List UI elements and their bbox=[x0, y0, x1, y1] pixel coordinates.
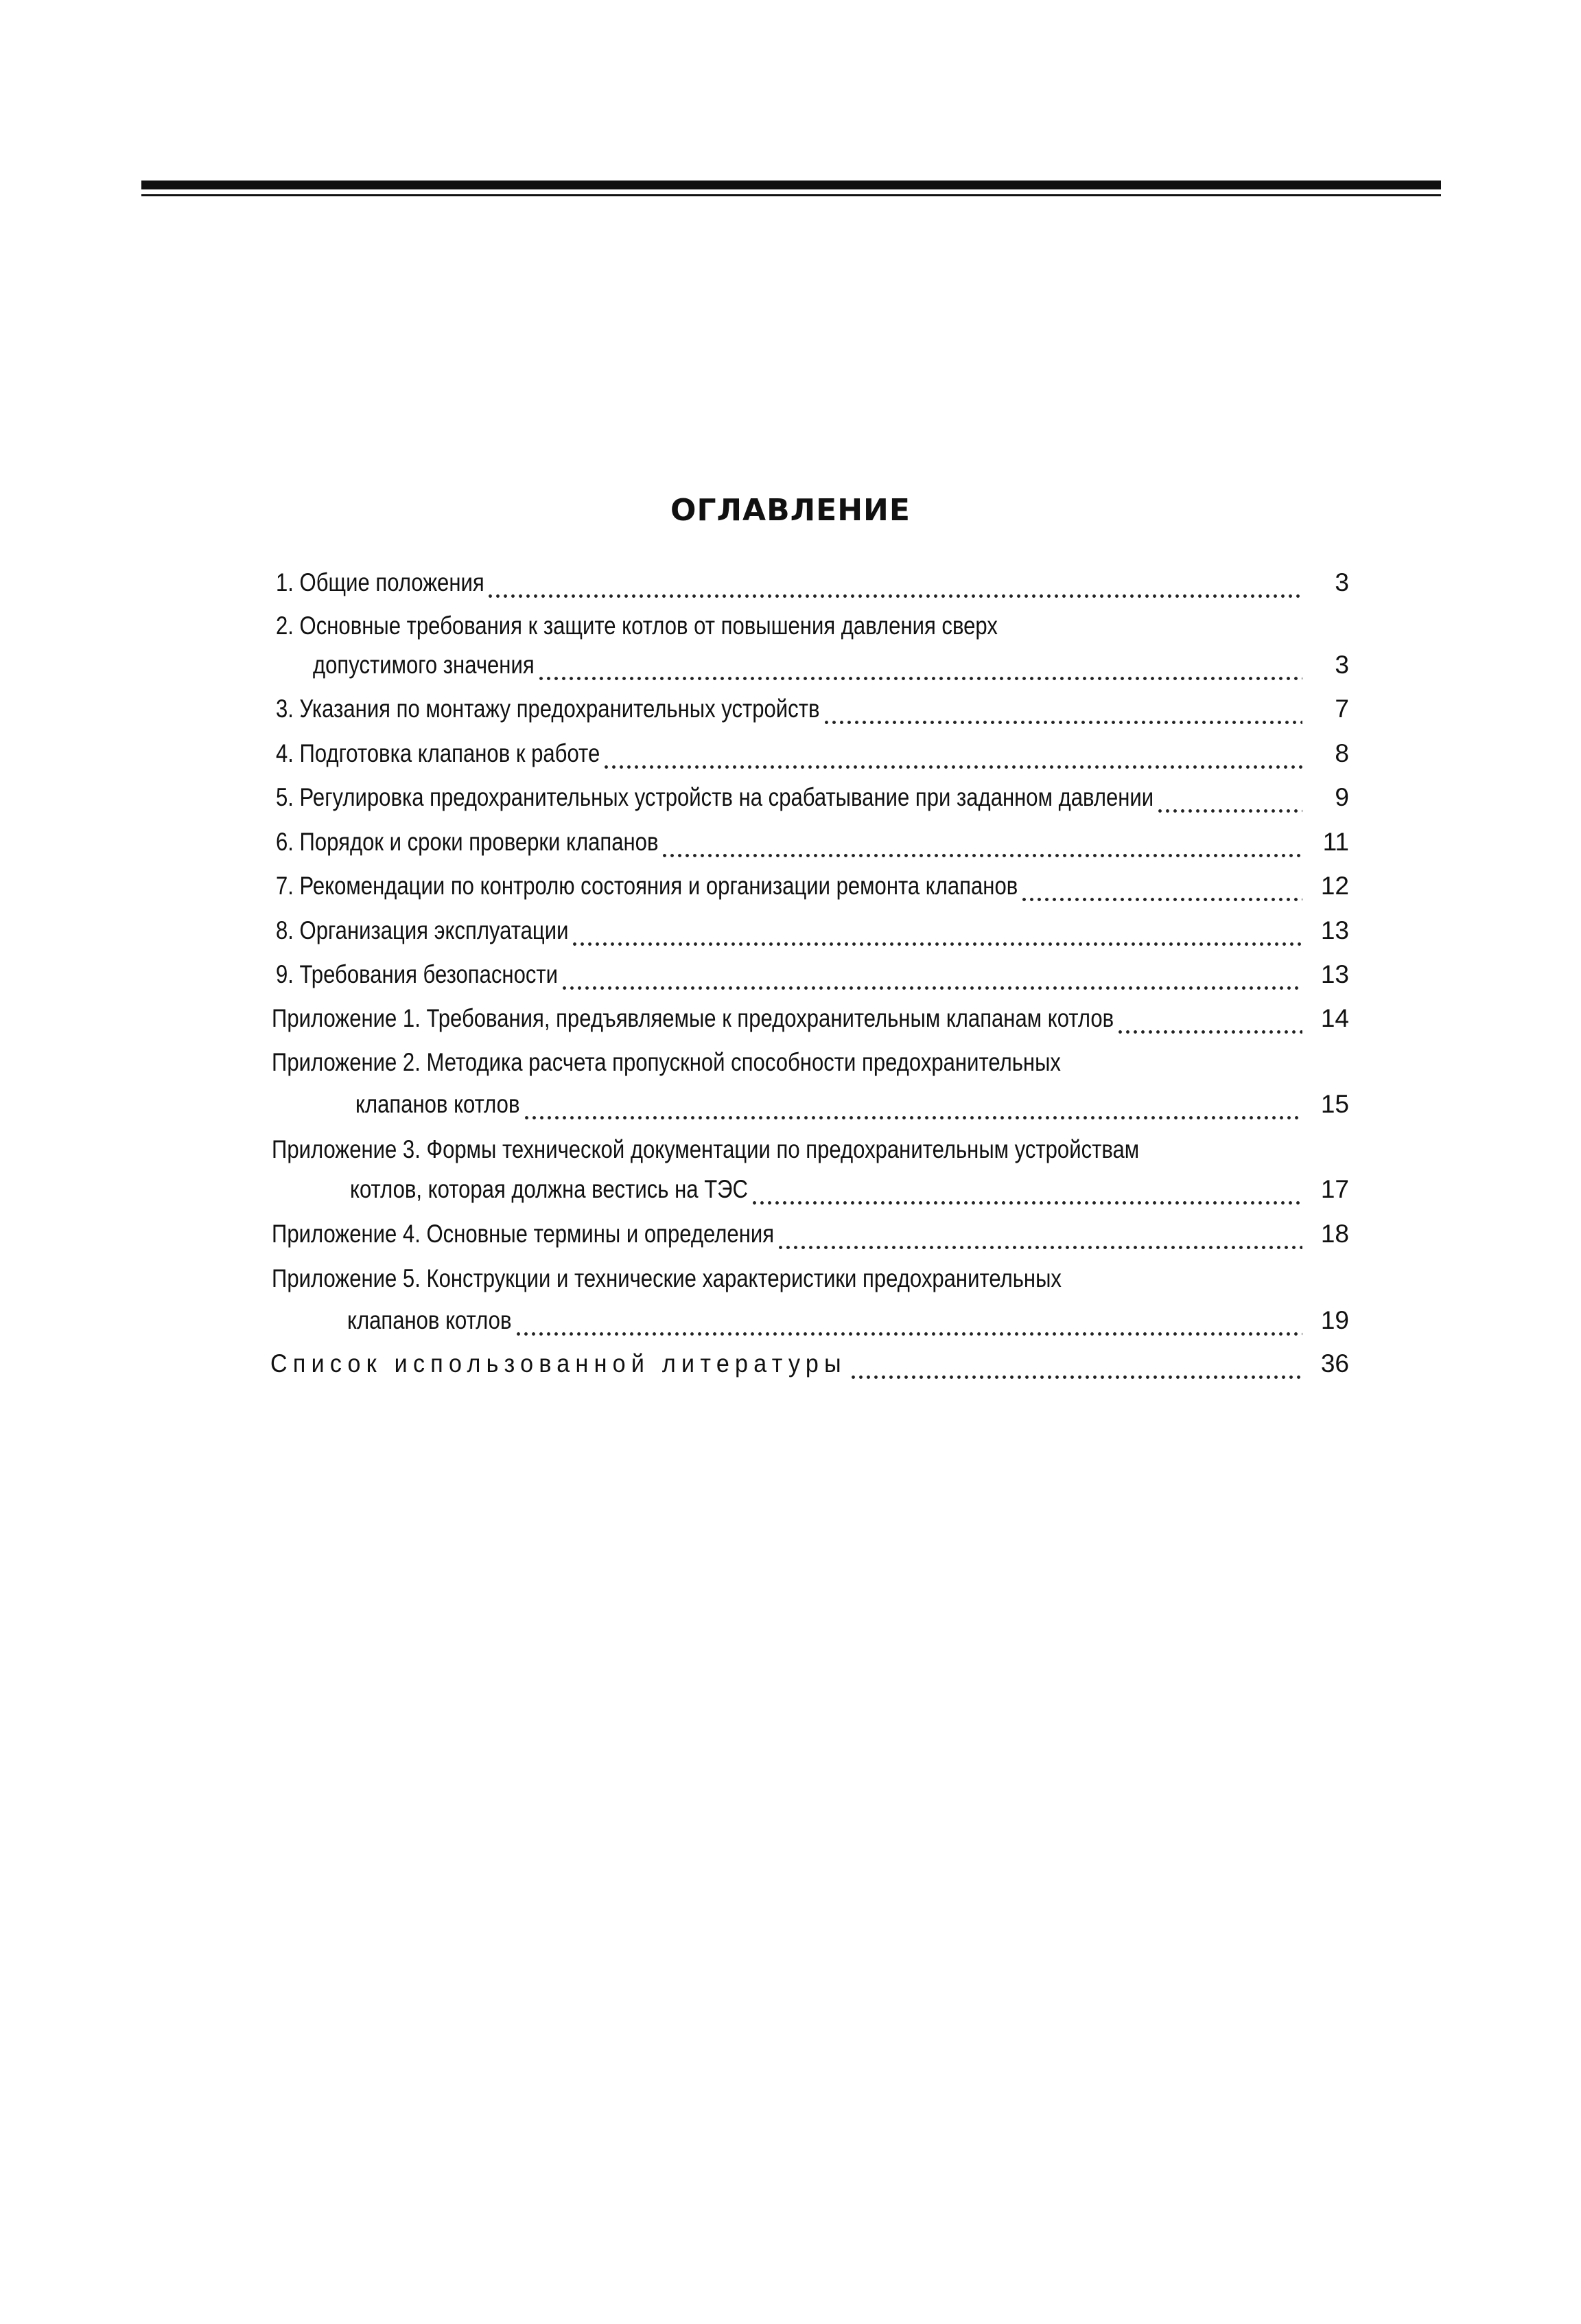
toc-leader-dots bbox=[537, 655, 1302, 682]
header-rule-thick bbox=[141, 181, 1441, 189]
toc-page-number: 11 bbox=[1322, 828, 1349, 856]
toc-entry-text: 3. Указания по монтажу предохранительных устройств bbox=[276, 695, 820, 723]
toc-leader-dots bbox=[571, 920, 1302, 948]
toc-entry-refs bbox=[0, 1347, 1581, 1381]
toc-leader-dots bbox=[523, 1094, 1302, 1122]
toc-leader-dots bbox=[602, 743, 1302, 771]
toc-page-number: 36 bbox=[1320, 1349, 1349, 1378]
toc-entry-text: Список использованной литературы bbox=[270, 1349, 847, 1378]
toc-entry-sec3 bbox=[0, 692, 1581, 726]
toc-page-number: 9 bbox=[1335, 783, 1349, 811]
toc-leader-dots bbox=[487, 572, 1302, 600]
toc-leader-dots bbox=[850, 1353, 1302, 1381]
toc-leader-dots bbox=[661, 832, 1302, 859]
toc-entry-sec1 bbox=[0, 566, 1581, 600]
toc-entry-text: Приложение 1. Требования, предъявляемые к предохранительным клапанам котлов bbox=[272, 1004, 1114, 1032]
toc-entry-text: 5. Регулировка предохранительных устройств на срабатывание при заданном давлении bbox=[276, 783, 1154, 811]
header-rule-thin bbox=[141, 194, 1441, 196]
toc-entry-app3-line1 bbox=[0, 1132, 1581, 1167]
toc-entry-sec7 bbox=[0, 869, 1581, 903]
toc-leader-dots bbox=[561, 964, 1302, 992]
toc-page-number: 19 bbox=[1320, 1306, 1349, 1334]
toc-entry-sec8 bbox=[0, 914, 1581, 948]
toc-leader-dots bbox=[777, 1224, 1302, 1251]
toc-entry-text: допустимого значения bbox=[313, 651, 535, 679]
toc-entry-app5-line1 bbox=[0, 1262, 1581, 1296]
toc-entry-text: клапанов котлов bbox=[355, 1090, 520, 1118]
toc-leader-dots bbox=[1020, 876, 1302, 903]
toc-page-number: 13 bbox=[1320, 960, 1349, 988]
toc-page-number: 17 bbox=[1320, 1175, 1349, 1203]
toc-entry-text: 2. Основные требования к защите котлов от повышения давления сверх bbox=[276, 612, 998, 640]
toc-leader-dots bbox=[1156, 787, 1302, 815]
toc-entry-sec5 bbox=[0, 780, 1581, 815]
toc-entry-sec4 bbox=[0, 736, 1581, 771]
toc-entry-text: Приложение 3. Формы технической документации по предохранительным устройствам bbox=[272, 1135, 1140, 1163]
toc-entry-text: 1. Общие положения bbox=[276, 568, 484, 596]
toc-page-number: 3 bbox=[1335, 651, 1349, 679]
toc-leader-dots bbox=[515, 1310, 1302, 1338]
toc-entry-app2-line1 bbox=[0, 1045, 1581, 1080]
toc-entry-sec2-line2 bbox=[0, 648, 1581, 682]
toc-entry-app1 bbox=[0, 1001, 1581, 1036]
toc-leader-dots bbox=[751, 1179, 1302, 1207]
toc-page-number: 18 bbox=[1320, 1220, 1349, 1248]
toc-entry-text: котлов, которая должна вестись на ТЭС bbox=[350, 1175, 748, 1203]
toc-entry-app3-line2 bbox=[0, 1172, 1581, 1207]
toc-page-number: 15 bbox=[1320, 1090, 1349, 1118]
toc-entry-text: 9. Требования безопасности bbox=[276, 960, 559, 988]
toc-entry-app4 bbox=[0, 1217, 1581, 1251]
toc-page-number: 14 bbox=[1320, 1004, 1349, 1032]
toc-entry-app5-line2 bbox=[0, 1303, 1581, 1338]
toc-entry-sec9 bbox=[0, 957, 1581, 992]
toc-entry-text: Приложение 5. Конструкции и технические характеристики предохранительных bbox=[272, 1264, 1062, 1292]
toc-page-number: 3 bbox=[1335, 568, 1349, 596]
toc-entry-text: 4. Подготовка клапанов к работе bbox=[276, 739, 600, 767]
toc-entry-sec6 bbox=[0, 825, 1581, 859]
toc-page-number: 7 bbox=[1335, 695, 1349, 723]
toc-entry-text: 7. Рекомендации по контролю состояния и организации ремонта клапанов bbox=[276, 872, 1018, 900]
toc-page-number: 8 bbox=[1335, 739, 1349, 767]
toc-entry-text: клапанов котлов bbox=[347, 1306, 512, 1334]
toc-entry-text: Приложение 4. Основные термины и определения bbox=[272, 1220, 775, 1248]
toc-entry-sec2-line1 bbox=[0, 609, 1581, 643]
toc-title: ОГЛАВЛЕНИЕ bbox=[670, 493, 911, 528]
toc-leader-dots bbox=[823, 699, 1302, 726]
toc-entry-text: 6. Порядок и сроки проверки клапанов bbox=[276, 828, 659, 856]
toc-entry-text: Приложение 2. Методика расчета пропускной способности предохранительных bbox=[272, 1048, 1061, 1076]
toc-leader-dots bbox=[1116, 1008, 1302, 1036]
toc-entry-text: 8. Организация эксплуатации bbox=[276, 916, 569, 944]
toc-page-number: 13 bbox=[1320, 916, 1349, 944]
toc-entry-app2-line2 bbox=[0, 1087, 1581, 1122]
toc-page-number: 12 bbox=[1320, 872, 1349, 900]
